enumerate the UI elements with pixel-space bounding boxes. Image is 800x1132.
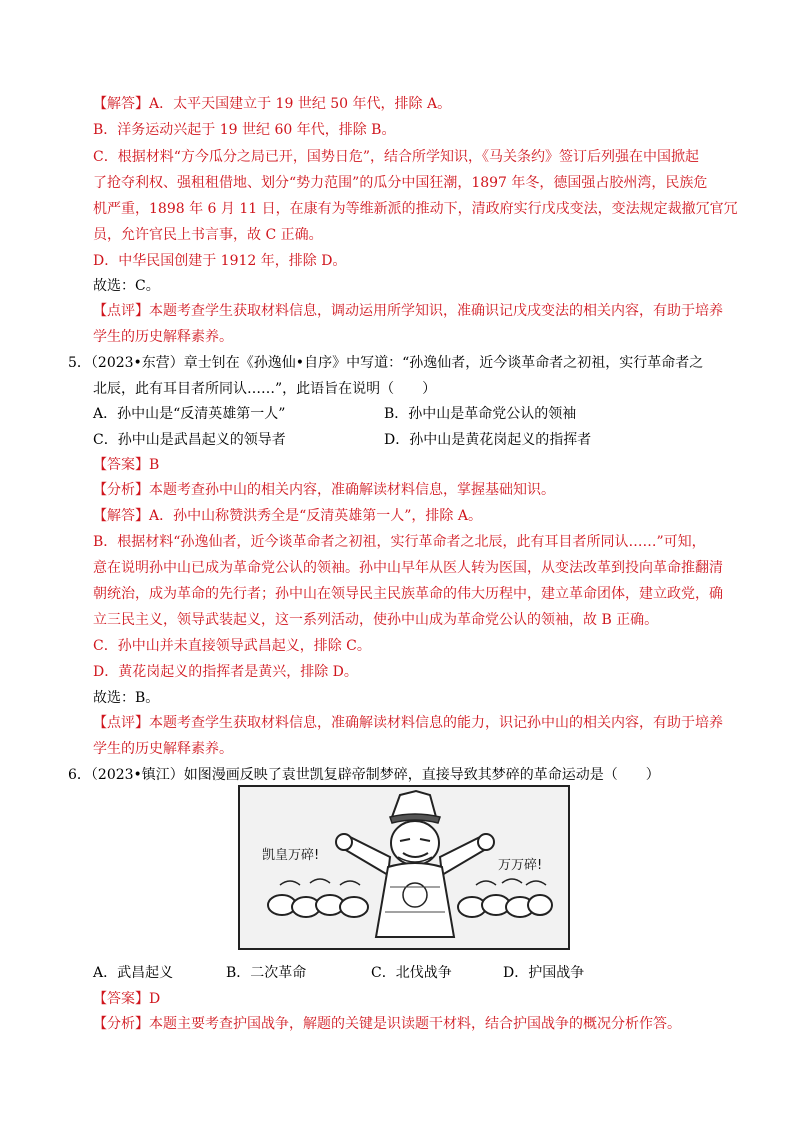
- q5-solution-line-b3: 朝统治，成为革命的先行者；孙中山在领导民主民族革命的伟大历程中，建立革命团体，建立政党，确: [93, 586, 723, 602]
- q6-option-d: D．护国战争: [503, 965, 585, 981]
- q4-solution-line-b: B．洋务运动兴起于 19 世纪 60 年代，排除 B。: [93, 122, 396, 138]
- q5-comment-line-2: 学生的历史解释素养。: [93, 741, 233, 757]
- q5-comment-line-1: 【点评】本题考查学生获取材料信息，准确解读材料信息的能力，识记孙中山的相关内容，有助于培养: [93, 715, 723, 731]
- q4-comment-line-2: 学生的历史解释素养。: [93, 329, 233, 345]
- q5-choose: 故选：B。: [93, 690, 160, 706]
- q5-solution-line-b1: B．根据材料“孙逸仙者，近今谈革命者之初祖，实行革命者之北辰，此有耳目者所同认……”可知，: [93, 534, 706, 550]
- q4-choose: 故选：C。: [93, 278, 160, 294]
- q6-options-row: [0, 960, 800, 986]
- q4-solution-line-c2: 了抢夺利权、强租租借地、划分“势力范围”的瓜分中国狂潮，1897 年冬，德国强占胶州湾，民族危: [93, 175, 708, 191]
- q5-solution-line-b2: 意在说明孙中山已成为革命党公认的领袖。孙中山早年从医人转为医国，从变法改革到投向革命推翻清: [93, 560, 723, 576]
- q5-answer: 【答案】B: [93, 457, 160, 473]
- q5-stem-line-1: [0, 350, 800, 376]
- q5-stem-line-2: 北辰，此有耳目者所同认……”，此语旨在说明（ ）: [93, 381, 437, 397]
- q6-option-a: A．武昌起义: [93, 965, 174, 981]
- q5-option-a: A．孙中山是“反清英雄第一人”: [93, 406, 286, 422]
- q5-solution-line-d: D．黄花岗起义的指挥者是黄兴，排除 D。: [93, 664, 358, 680]
- q5-number: 5．: [68, 355, 91, 371]
- q5-options-row-2: [0, 427, 800, 453]
- q5-stem-text-1: （2023•东营）章士钊在《孙逸仙•自序》中写道：“孙逸仙者，近今谈革命者之初祖，实行革命者之: [90, 355, 704, 371]
- q5-analysis: 【分析】本题考查孙中山的相关内容，准确解读材料信息，掌握基础知识。: [93, 482, 555, 498]
- q4-comment-line-1: 【点评】本题考查学生获取材料信息，调动运用所学知识，准确识记戊戌变法的相关内容，有助于培养: [93, 303, 723, 319]
- q5-solution-line-b4: 立三民主义，领导武装起义，这一系列活动，使孙中山成为革命党公认的领袖，故 B 正确。: [93, 612, 659, 628]
- q5-options-row-1: [0, 401, 800, 427]
- yuan-shikai-cartoon: [238, 785, 570, 950]
- cartoon-illustration: [240, 787, 568, 948]
- q6-number: 6．: [68, 767, 91, 783]
- cartoon-right-caption: 万万碎!: [498, 858, 543, 873]
- q4-solution-line-d: D．中华民国创建于 1912 年，排除 D。: [93, 253, 347, 269]
- q6-analysis: 【分析】本题主要考查护国战争，解题的关键是识读题干材料，结合护国战争的概况分析作答。: [93, 1016, 681, 1032]
- q4-solution-line-a: 【解答】A．太平天国建立于 19 世纪 50 年代，排除 A。: [93, 96, 452, 112]
- q5-option-c: C．孙中山是武昌起义的领导者: [93, 432, 286, 448]
- cartoon-left-caption: 凯皇万碎!: [262, 848, 320, 863]
- q5-solution-line-a: 【解答】A．孙中山称赞洪秀全是“反清英雄第一人”，排除 A。: [93, 508, 482, 524]
- q6-answer: 【答案】D: [93, 991, 161, 1007]
- q6-option-b: B．二次革命: [226, 965, 307, 981]
- q4-solution-line-c4: 员，允许官民上书言事，故 C 正确。: [93, 227, 323, 243]
- q5-option-b: B．孙中山是革命党公认的领袖: [384, 406, 577, 422]
- q4-solution-line-c1: C．根据材料“方今瓜分之局已开，国势日危”，结合所学知识，《马关条约》签订后列强在中国掀起: [93, 149, 700, 165]
- q5-option-d: D．孙中山是黄花岗起义的指挥者: [384, 432, 592, 448]
- q4-solution-line-c3: 机严重，1898 年 6 月 11 日，在康有为等维新派的推动下，清政府实行戊戌变法，变法规定裁撤冗官冗: [93, 201, 738, 217]
- q6-stem-text: （2023•镇江）如图漫画反映了袁世凯复辟帝制梦碎，直接导致其梦碎的革命运动是（ ）: [90, 767, 660, 783]
- q6-option-c: C．北伐战争: [371, 965, 452, 981]
- q5-solution-line-c: C．孙中山并未直接领导武昌起义，排除 C。: [93, 638, 371, 654]
